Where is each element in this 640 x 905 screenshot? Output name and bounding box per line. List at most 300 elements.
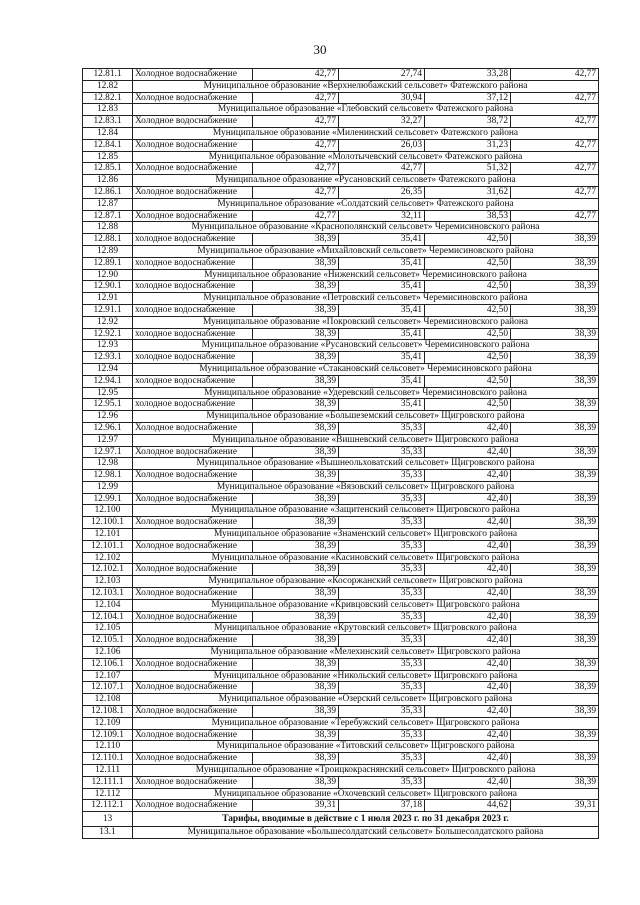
tariff-value-2: 35,33 [339,729,425,741]
section-header-row [83,599,599,611]
tariff-row [83,493,599,505]
tariff-row [83,753,599,765]
row-number: 12.111 [83,765,133,777]
tariff-value-3: 42,40 [425,493,511,505]
service-label: Холодное водоснабжение [133,540,253,552]
service-label: холодное водоснабжение [133,375,253,387]
tariff-value-1: 38,39 [253,446,339,458]
section-title: Муниципальное образование «Глебовский сельсовет» Фатежского района [133,104,599,116]
section-title: Муниципальное образование «Миленинский сельсовет» Фатежского района [133,127,599,139]
service-label: Холодное водоснабжение [133,517,253,529]
tariff-row [83,658,599,670]
section-title: Муниципальное образование «Теребужский сельсовет» Щигровского района [133,717,599,729]
tariff-value-3: 42,50 [425,375,511,387]
tariff-value-4: 38,39 [511,399,599,411]
row-number: 12.95 [83,387,133,399]
tariff-value-4: 38,39 [511,658,599,670]
section-title: Муниципальное образование «Вышнеольховатский сельсовет» Щигровского района [133,458,599,470]
tariff-value-1: 42,77 [253,139,339,151]
tariff-value-1: 38,39 [253,281,339,293]
tariff-row [83,611,599,623]
tariff-value-3: 42,40 [425,611,511,623]
tariff-value-3: 51,32 [425,163,511,175]
row-number: 12.99.1 [83,493,133,505]
section-title: Муниципальное образование «Знаменский сельсовет» Щигровского района [133,529,599,541]
tariff-value-3: 38,72 [425,116,511,128]
row-number: 12.99 [83,481,133,493]
tariff-value-3: 42,40 [425,422,511,434]
row-number: 13.1 [83,827,133,839]
section-header-row [83,529,599,541]
tariff-value-3: 33,28 [425,69,511,81]
row-number: 12.97.1 [83,446,133,458]
tariff-value-4: 38,39 [511,352,599,364]
row-number: 12.107.1 [83,682,133,694]
service-label: Холодное водоснабжение [133,564,253,576]
tariff-value-2: 35,33 [339,588,425,600]
section-header-row [83,481,599,493]
row-number: 12.101 [83,529,133,541]
section-header-row [83,104,599,116]
tariff-value-1: 38,39 [253,234,339,246]
section-title: Муниципальное образование «Краснополянский сельсовет» Черемисиновского района [133,222,599,234]
tariff-value-2: 35,33 [339,517,425,529]
tariff-value-3: 38,53 [425,210,511,222]
tariff-value-4: 42,77 [511,92,599,104]
tariff-row [83,682,599,694]
tariff-row [83,470,599,482]
row-number: 12.93 [83,340,133,352]
row-number: 12.108 [83,694,133,706]
tariff-value-2: 35,41 [339,375,425,387]
row-number: 12.92.1 [83,328,133,340]
row-number: 12.102.1 [83,564,133,576]
section-header-row [83,717,599,729]
tariff-value-1: 38,39 [253,776,339,788]
row-number: 12.104 [83,599,133,611]
tariff-value-3: 31,23 [425,139,511,151]
section-title: Муниципальное образование «Русановский сельсовет» Фатежского района [133,175,599,187]
section-title: Муниципальное образование «Косоржанский сельсовет» Щигровского района [133,576,599,588]
tariff-value-4: 42,77 [511,69,599,81]
section-title: Муниципальное образование «Ниженский сельсовет» Черемисиновского района [133,269,599,281]
tariff-row [83,257,599,269]
section-title: Муниципальное образование «Защитенский сельсовет» Щигровского района [133,505,599,517]
tariff-value-4: 42,77 [511,186,599,198]
tariff-value-2: 35,41 [339,257,425,269]
service-label: Холодное водоснабжение [133,588,253,600]
row-number: 12.94 [83,363,133,375]
row-number: 12.89 [83,245,133,257]
row-number: 12.85.1 [83,163,133,175]
tariff-value-4: 38,39 [511,682,599,694]
row-number: 12.105 [83,623,133,635]
tariff-row [83,776,599,788]
tariff-table-body [83,69,599,839]
service-label: Холодное водоснабжение [133,163,253,175]
section-header-row [83,363,599,375]
tariff-value-4: 38,39 [511,422,599,434]
section-header-row [83,694,599,706]
tariff-value-2: 35,33 [339,635,425,647]
section-title: Муниципальное образование «Верхнелюбажский сельсовет» Фатежского района [133,80,599,92]
tariff-value-4: 38,39 [511,493,599,505]
section-title: Муниципальное образование «Покровский сельсовет» Черемисиновского района [133,316,599,328]
tariff-value-1: 38,39 [253,564,339,576]
section-header-row [83,788,599,800]
tariff-value-1: 38,39 [253,328,339,340]
section-title: Муниципальное образование «Никольский сельсовет» Щигровского района [133,670,599,682]
row-number: 12.110 [83,741,133,753]
tariff-value-4: 38,39 [511,446,599,458]
tariff-value-4: 38,39 [511,304,599,316]
row-number: 12.98 [83,458,133,470]
tariff-row [83,635,599,647]
row-number: 12.86 [83,175,133,187]
section-header-row [83,151,599,163]
service-label: холодное водоснабжение [133,257,253,269]
tariff-value-3: 31,62 [425,186,511,198]
tariff-value-1: 38,39 [253,304,339,316]
row-number: 12.83.1 [83,116,133,128]
service-label: Холодное водоснабжение [133,92,253,104]
tariff-value-2: 35,33 [339,776,425,788]
row-number: 12.100 [83,505,133,517]
tariff-row [83,163,599,175]
row-number: 12.106.1 [83,658,133,670]
row-number: 12.89.1 [83,257,133,269]
tariff-value-2: 35,33 [339,493,425,505]
section-title: Муниципальное образование «Озерский сельсовет» Щигровского района [133,694,599,706]
tariff-value-2: 35,33 [339,753,425,765]
tariff-value-2: 35,41 [339,281,425,293]
section-header-row [83,222,599,234]
tariff-value-3: 42,50 [425,304,511,316]
tariff-value-4: 38,39 [511,257,599,269]
service-label: Холодное водоснабжение [133,611,253,623]
row-number: 12.84.1 [83,139,133,151]
row-number: 12.98.1 [83,470,133,482]
tariff-value-4: 38,39 [511,328,599,340]
tariff-value-2: 42,77 [339,163,425,175]
row-number: 12.105.1 [83,635,133,647]
row-number: 12.103.1 [83,588,133,600]
service-label: Холодное водоснабжение [133,116,253,128]
row-number: 12.109 [83,717,133,729]
tariff-value-3: 42,40 [425,776,511,788]
tariff-row [83,422,599,434]
tariff-value-3: 42,40 [425,588,511,600]
tariff-table [82,68,599,839]
tariff-row [83,352,599,364]
row-number: 13 [83,812,133,827]
section-title: Муниципальное образование «Охочевский сельсовет» Щигровского района [133,788,599,800]
tariff-value-1: 39,31 [253,800,339,812]
tariff-value-4: 38,39 [511,635,599,647]
section-header-row [83,434,599,446]
tariff-row [83,281,599,293]
row-number: 12.82.1 [83,92,133,104]
service-label: Холодное водоснабжение [133,422,253,434]
service-label: Холодное водоснабжение [133,446,253,458]
tariff-row [83,375,599,387]
tariff-value-2: 35,41 [339,399,425,411]
service-label: Холодное водоснабжение [133,470,253,482]
tariff-value-4: 38,39 [511,776,599,788]
tariff-value-1: 38,39 [253,753,339,765]
tariff-value-2: 32,27 [339,116,425,128]
service-label: Холодное водоснабжение [133,658,253,670]
tariff-row [83,234,599,246]
row-number: 12.95.1 [83,399,133,411]
tariff-row [83,706,599,718]
tariff-value-2: 30,94 [339,92,425,104]
tariff-value-1: 38,39 [253,540,339,552]
tariff-row [83,446,599,458]
tariff-value-4: 42,77 [511,116,599,128]
row-number: 12.110.1 [83,753,133,765]
tariff-row [83,139,599,151]
tariff-value-3: 42,40 [425,658,511,670]
section-title: Муниципальное образование «Петровский сельсовет» Черемисиновского района [133,293,599,305]
tariff-value-2: 35,33 [339,422,425,434]
tariff-value-2: 35,33 [339,470,425,482]
row-number: 12.81.1 [83,69,133,81]
section-title: Муниципальное образование «Крутовский сельсовет» Щигровского района [133,623,599,635]
tariff-value-1: 38,39 [253,493,339,505]
section-title: Муниципальное образование «Троицкокраснянский сельсовет» Щигровского района [133,765,599,777]
service-label: Холодное водоснабжение [133,682,253,694]
row-number: 12.112.1 [83,800,133,812]
tariff-value-2: 35,33 [339,540,425,552]
section-header-row [83,458,599,470]
tariff-value-3: 42,50 [425,234,511,246]
tariff-value-3: 42,50 [425,257,511,269]
tariff-value-3: 42,50 [425,328,511,340]
tariff-value-1: 38,39 [253,352,339,364]
tariff-value-4: 38,39 [511,611,599,623]
section-header-row [83,293,599,305]
row-number: 12.90 [83,269,133,281]
tariff-value-3: 42,40 [425,517,511,529]
tariff-value-1: 38,39 [253,399,339,411]
section-header-row [83,269,599,281]
tariff-value-1: 42,77 [253,163,339,175]
row-number: 12.83 [83,104,133,116]
tariff-value-3: 42,40 [425,682,511,694]
tariff-value-2: 35,33 [339,706,425,718]
tariff-value-4: 42,77 [511,163,599,175]
tariff-value-1: 38,39 [253,257,339,269]
tariff-value-3: 42,40 [425,540,511,552]
row-number: 12.104.1 [83,611,133,623]
tariff-value-2: 32,11 [339,210,425,222]
row-number: 12.106 [83,647,133,659]
tariff-value-4: 38,39 [511,375,599,387]
tariff-value-4: 38,39 [511,517,599,529]
tariff-value-1: 38,39 [253,588,339,600]
row-number: 12.103 [83,576,133,588]
tariff-row [83,564,599,576]
section-title: Муниципальное образование «Солдатский сельсовет» Фатежского района [133,198,599,210]
section-header-row [83,387,599,399]
tariff-value-3: 42,40 [425,446,511,458]
tariff-value-1: 38,39 [253,611,339,623]
tariff-row [83,69,599,81]
row-number: 12.109.1 [83,729,133,741]
row-number: 12.112 [83,788,133,800]
service-label: холодное водоснабжение [133,304,253,316]
tariff-value-2: 35,33 [339,611,425,623]
section-title: Муниципальное образование «Стакановский сельсовет» Черемисиновского района [133,363,599,375]
section-header-row [83,765,599,777]
service-label: холодное водоснабжение [133,281,253,293]
tariff-value-3: 37,12 [425,92,511,104]
section-header-row [83,175,599,187]
row-number: 12.87 [83,198,133,210]
row-number: 12.96.1 [83,422,133,434]
section-title: Муниципальное образование «Кривцовский сельсовет» Щигровского района [133,599,599,611]
section-title: Муниципальное образование «Молотычевский сельсовет» Фатежского района [133,151,599,163]
service-label: холодное водоснабжение [133,328,253,340]
section-title: Муниципальное образование «Удеревский сельсовет» Черемисиновского района [133,387,599,399]
service-label: Холодное водоснабжение [133,776,253,788]
tariff-value-1: 42,77 [253,210,339,222]
row-number: 12.91.1 [83,304,133,316]
tariff-row [83,399,599,411]
section-header-row [83,127,599,139]
tariff-value-4: 38,39 [511,470,599,482]
tariff-value-4: 42,77 [511,139,599,151]
service-label: Холодное водоснабжение [133,729,253,741]
tariff-value-4: 38,39 [511,588,599,600]
section-header-row [83,245,599,257]
section-title: Муниципальное образование «Большеземский сельсовет» Щигровского района [133,411,599,423]
tariff-value-2: 35,41 [339,352,425,364]
tariff-value-1: 38,39 [253,658,339,670]
tariff-value-1: 38,39 [253,422,339,434]
service-label: Холодное водоснабжение [133,800,253,812]
row-number: 12.100.1 [83,517,133,529]
tariff-value-3: 42,40 [425,753,511,765]
section-header-row [83,552,599,564]
row-number: 12.97 [83,434,133,446]
service-label: холодное водоснабжение [133,399,253,411]
tariff-value-2: 35,33 [339,446,425,458]
tariff-value-4: 38,39 [511,564,599,576]
section-title: Муниципальное образование «Вязовский сельсовет» Щигровского района [133,481,599,493]
page-number: 30 [313,42,327,57]
row-number: 12.94.1 [83,375,133,387]
section-title: Муниципальное образование «Касиновский сельсовет» Щигровского района [133,552,599,564]
tariff-value-2: 35,33 [339,682,425,694]
tariff-value-4: 38,39 [511,729,599,741]
row-number: 12.111.1 [83,776,133,788]
tariff-value-4: 38,39 [511,540,599,552]
tariff-row [83,210,599,222]
tariff-value-4: 38,39 [511,234,599,246]
row-number: 12.93.1 [83,352,133,364]
tariff-value-2: 37,18 [339,800,425,812]
tariff-value-3: 42,50 [425,352,511,364]
section-header-row [83,670,599,682]
section-header-row [83,576,599,588]
tariff-value-1: 42,77 [253,186,339,198]
tariff-value-1: 38,39 [253,706,339,718]
row-number: 12.108.1 [83,706,133,718]
tariff-value-1: 38,39 [253,682,339,694]
row-number: 12.86.1 [83,186,133,198]
tariff-value-1: 38,39 [253,517,339,529]
service-label: Холодное водоснабжение [133,69,253,81]
row-number: 12.107 [83,670,133,682]
row-number: 12.96 [83,411,133,423]
section-header-row [83,741,599,753]
tariff-value-4: 39,31 [511,800,599,812]
service-label: Холодное водоснабжение [133,139,253,151]
service-label: Холодное водоснабжение [133,210,253,222]
tariff-value-2: 27,74 [339,69,425,81]
tariff-value-1: 38,39 [253,375,339,387]
tariff-value-2: 35,33 [339,564,425,576]
section-header-row [83,812,599,827]
service-label: Холодное водоснабжение [133,635,253,647]
tariff-value-1: 38,39 [253,470,339,482]
row-number: 12.88 [83,222,133,234]
row-number: 12.84 [83,127,133,139]
tariff-value-2: 26,03 [339,139,425,151]
row-number: 12.82 [83,80,133,92]
tariff-row [83,304,599,316]
tariff-value-1: 38,39 [253,729,339,741]
tariff-value-1: 38,39 [253,635,339,647]
tariff-row [83,328,599,340]
section-header-row [83,316,599,328]
section-header-row [83,623,599,635]
tariff-value-2: 35,33 [339,658,425,670]
tariff-value-3: 42,40 [425,729,511,741]
section-header-row [83,80,599,92]
tariff-row [83,729,599,741]
tariff-value-1: 42,77 [253,116,339,128]
tariff-value-2: 35,41 [339,328,425,340]
row-number: 12.92 [83,316,133,328]
tariff-value-3: 42,40 [425,564,511,576]
section-header-row [83,647,599,659]
section-title: Муниципальное образование «Титовский сельсовет» Щигровского района [133,741,599,753]
row-number: 12.87.1 [83,210,133,222]
tariff-value-4: 38,39 [511,706,599,718]
service-label: холодное водоснабжение [133,352,253,364]
section-title: Муниципальное образование «Михайловский сельсовет» Черемисиновского района [133,245,599,257]
service-label: Холодное водоснабжение [133,186,253,198]
section-title: Муниципальное образование «Мелехинский сельсовет» Щигровского района [133,647,599,659]
section-header-row [83,198,599,210]
section-title: Тарифы, вводимые в действие с 1 июля 2023 г. по 31 декабря 2023 г. [133,812,599,827]
tariff-row [83,800,599,812]
row-number: 12.90.1 [83,281,133,293]
tariff-value-3: 42,40 [425,706,511,718]
tariff-value-4: 38,39 [511,753,599,765]
section-header-row [83,505,599,517]
tariff-value-3: 44,62 [425,800,511,812]
service-label: холодное водоснабжение [133,234,253,246]
section-title: Муниципальное образование «Большесолдатский сельсовет» Большесолдатского района [133,827,599,839]
section-header-row [83,827,599,839]
tariff-value-4: 42,77 [511,210,599,222]
tariff-value-2: 35,41 [339,234,425,246]
tariff-row [83,186,599,198]
